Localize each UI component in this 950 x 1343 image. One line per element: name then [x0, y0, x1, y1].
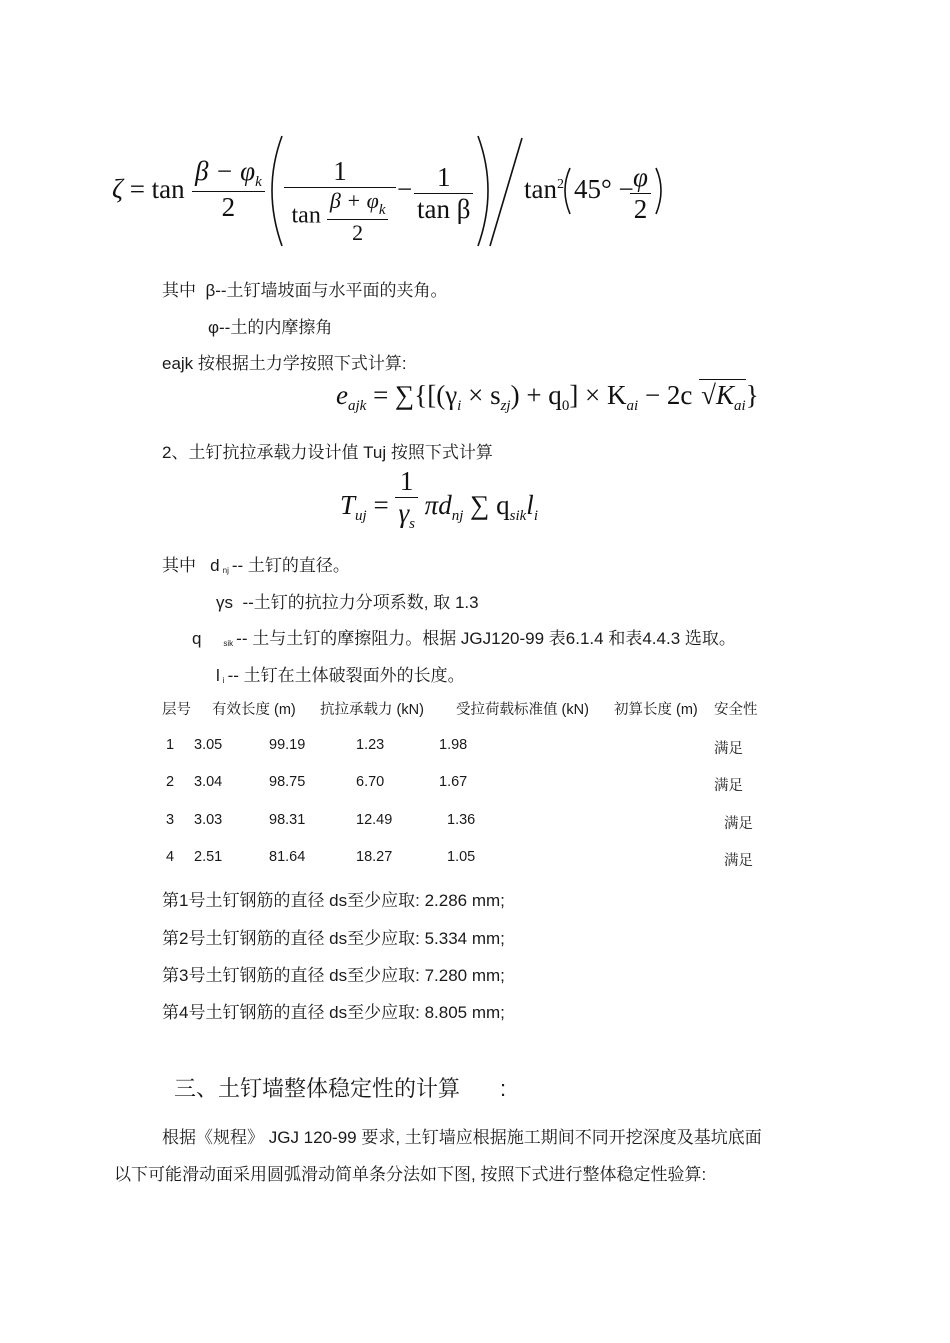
zeta-symbol: ζ	[112, 174, 123, 204]
paragraph-line-1: 根据《规程》 JGJ 120-99 要求, 土钉墙应根据施工期间不同开挖深度及基坑底面	[162, 1128, 762, 1147]
fraction-phi-over-two: $\frac{\varphi}{2}$	[630, 162, 651, 225]
fraction-one-over-tanb: $\frac{1}{\text{tan β}}$	[414, 162, 473, 225]
eq-sign: =	[129, 174, 145, 204]
formula-tuj: $T_{uj}$ = $\frac{1}{\gamma_s}$ $\pi d_{nj}$ ∑ $q_{sik}l_i$	[340, 466, 538, 532]
paragraph-line-2: 以下可能滑动面采用圆弧滑动简单条分法如下图, 按照下式进行整体稳定性验算:	[114, 1165, 707, 1184]
fraction-one-over-tan-half: 1 tan $\frac{\beta + \varphi_k}{2}$	[284, 156, 396, 246]
tan-squared: tan	[524, 174, 557, 204]
formula-eajk: $e_{ajk} = \sum\{[(\gamma_i \times s_{zj}) + q_0] \times K_{ai} - 2c$ $√K_{ai}$}	[336, 380, 759, 414]
angle-expression: 45° −	[574, 174, 634, 204]
section3-title: 三、土钉墙整体稳定性的计算 :	[174, 1076, 507, 1101]
def-phi: φ--土的内摩擦角	[208, 318, 333, 337]
fraction-beta-minus-phi: $\frac{\beta - \varphi_k}{2}$	[192, 156, 265, 223]
def-beta: 其中 β--土钉墙坡面与水平面的夹角。	[162, 281, 448, 300]
def-gamma-s: γs --土钉的抗拉力分项系数, 取 1.3	[216, 593, 479, 612]
tan-label: tan	[151, 174, 185, 204]
section2-title: 2、土钉抗拉承载力设计值 Tuj 按照下式计算	[162, 443, 493, 462]
eajk-text: eajk 按根据土力学按照下式计算:	[162, 354, 407, 373]
def-d: 其中 d $_{nj}$ -- 土钉的直径。	[162, 556, 350, 575]
diameter-line: 第4号土钉钢筋的直径 ds至少应取: 8.805 mm;	[162, 1003, 505, 1022]
sqrt-term: $√K_{ai}$	[701, 380, 746, 414]
diameter-line: 第3号土钉钢筋的直径 ds至少应取: 7.280 mm;	[162, 966, 505, 985]
fraction-one-over-gamma: $\frac{1}{\gamma_s}$	[395, 466, 417, 533]
minus-sign: −	[397, 174, 413, 204]
def-l: l $_i$ -- 土钉在土体破裂面外的长度。	[216, 666, 465, 685]
diameter-line: 第1号土钉钢筋的直径 ds至少应取: 2.286 mm;	[162, 891, 505, 910]
diameter-line: 第2号土钉钢筋的直径 ds至少应取: 5.334 mm;	[162, 929, 505, 948]
def-q: q $_{sik}$ -- 土与土钉的摩擦阻力。根据 JGJ120-99 表6.1.4 和表4.4.3 选取。	[192, 629, 736, 648]
